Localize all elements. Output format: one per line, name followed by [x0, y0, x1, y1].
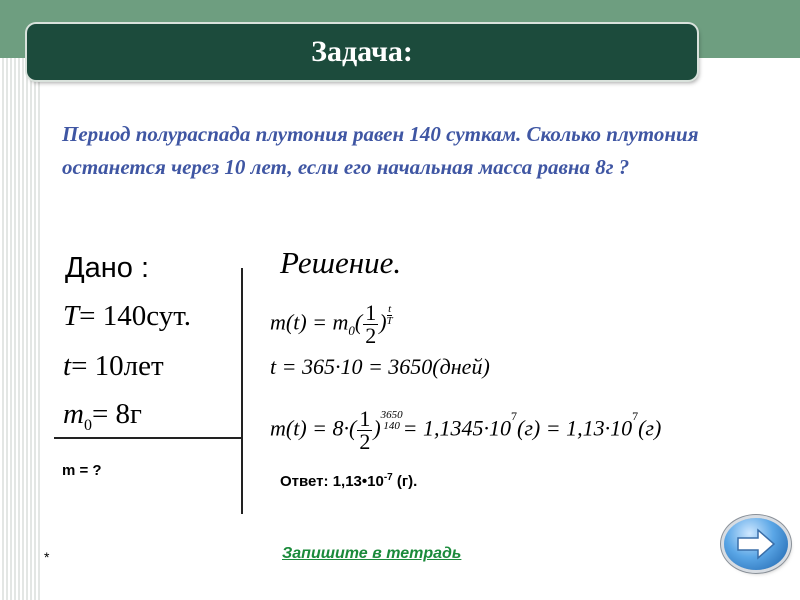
given-period-symbol: T: [63, 300, 80, 332]
eq3-exp1: 7: [511, 408, 518, 423]
formula-time-days: t = 365·10 = 3650(дней): [270, 354, 490, 379]
eq1-lhs: m(t) = m: [270, 309, 349, 335]
eq3-exp2: 7: [632, 408, 639, 423]
given-heading: Дано :: [65, 252, 150, 284]
eq3-lhs: m(t) = 8·(: [270, 415, 357, 441]
eq1-denominator: 2: [365, 323, 377, 348]
vertical-divider: [241, 268, 243, 514]
left-stripe: [0, 58, 40, 600]
horizontal-divider: [54, 437, 242, 439]
next-slide-button[interactable]: [724, 518, 788, 570]
given-time: [63, 350, 164, 383]
problem-text: Период полураспада плутония равен 140 суткам. Сколько плутония останется через 10 лет, если его начальная масса равна 8г ?: [62, 122, 699, 179]
answer-text: [280, 472, 417, 490]
eq3-paren-close: ): [373, 415, 381, 441]
eq1-fraction: [363, 302, 378, 347]
given-initial-mass: [63, 398, 142, 435]
eq3-numerator: 1: [359, 406, 371, 431]
given-time-symbol: t: [63, 350, 72, 382]
write-in-notebook-link[interactable]: Запишите в тетрадь: [282, 545, 462, 562]
slide-title: Задача:: [311, 35, 413, 68]
given-mass-value: = 8г: [91, 398, 142, 430]
given-time-value: = 10лет: [71, 350, 164, 382]
arrow-right-icon: [734, 526, 778, 562]
eq3-exponent: [381, 410, 403, 433]
answer-exponent: -7: [383, 472, 393, 483]
eq3-mid2: (г) = 1,13·10: [517, 415, 633, 441]
solution-heading: Решение.: [280, 245, 402, 280]
eq1-numerator: 1: [365, 300, 377, 325]
eq3-mid: = 1,1345·10: [402, 415, 512, 441]
eq1-paren-open: (: [354, 309, 363, 335]
given-mass-symbol: m: [63, 398, 84, 430]
eq1-exponent-den: T: [386, 315, 393, 328]
given-mass-subscript: 0: [83, 416, 92, 434]
find-unknown: m = ?: [62, 462, 102, 479]
given-period: [63, 300, 191, 333]
slide-star-marker: *: [44, 549, 50, 565]
eq1-exponent-num: t: [388, 302, 392, 315]
formula-decay-law: [270, 302, 393, 347]
title-bar: [27, 24, 697, 80]
eq3-fraction: [357, 408, 372, 453]
eq1-paren-close: ): [379, 309, 387, 335]
eq3-end: (г): [638, 415, 662, 441]
formula-calculation: [270, 408, 661, 453]
eq3-denominator: 2: [359, 429, 371, 454]
eq1-subscript: 0: [348, 322, 355, 338]
eq3-exponent-den: 140: [383, 420, 400, 433]
eq3-exponent-num: 3650: [380, 408, 403, 421]
given-period-value: = 140сут.: [79, 300, 191, 332]
answer-prefix: Ответ: 1,13•10: [280, 473, 384, 490]
answer-suffix: (г).: [392, 473, 418, 490]
eq1-exponent: [387, 304, 393, 328]
